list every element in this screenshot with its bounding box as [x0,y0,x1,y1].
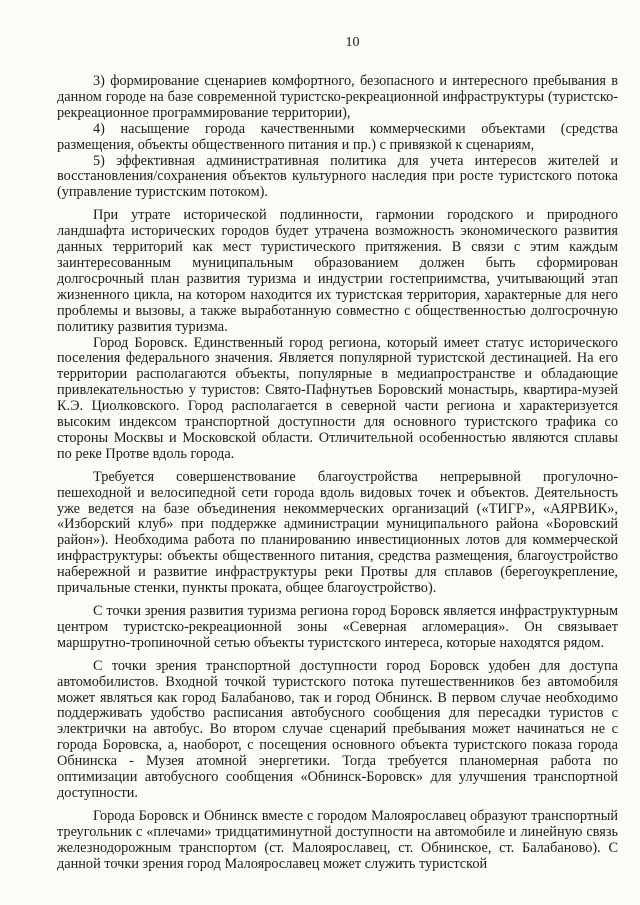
paragraph-item-5: 5) эффективная административная политика для учета интересов жителей и восстановления/сохранения объектов культурного наследия при росте туристского потока (управление туристским потоком). [57,152,618,201]
paragraph-borovsk-center: С точки зрения развития туризма региона город Боровск является инфраструктурным центром туристско-рекреационной зоны «Северная агломерация». Он связывает маршрутно-тропиночной сетью объекты туристского интереса, которые находятся рядом. [57,603,618,651]
paragraph-borovsk-overview: Город Боровск. Единственный город региона, который имеет статус исторического поселения федерального значения. Является популярной туристской дестинацией. На его территории располагаются объекты, популярные в медиапространстве и обладающие привлекательностью у туристов: Свято-Пафнутьев Боровский монастырь, квартира-музей К.Э. Циолковского. Город располагается в северной части региона и характеризуется высоким индексом транспортной доступности для основного туристского трафика со стороны Москвы и Московской области. Отличительной особенностью являются сплавы по реке Протве вдоль города. [57,334,618,462]
page-number: 10 [345,35,360,50]
paragraph-item-4: 4) насыщение города качественными коммерческими объектами (средства размещения, объекты общественного питания и пр.) с привязкой к сценариям, [57,120,618,153]
paragraph-historic-towns: При утрате исторической подлинности, гармонии городского и природного ландшафта исторических городов будет утрачена возможность экономического развития данных территорий как мест туристического притяжения. В связи с этим каждым заинтересованным муниципальным образованием должен быть сформирован долгосрочный план развития туризма и индустрии гостеприимства, учитывающий этап жизненного цикла, на котором находится их туристская территория, характерные для него проблемы и вызовы, а также выработанную совместно с общественностью долгосрочную политику развития туризма. [57,207,618,335]
paragraph-transport-access: С точки зрения транспортной доступности город Боровск удобен для доступа автомобилистов. Входной точкой туристского потока путешественников без автомобиля может являться как город Балабаново, так и город Обнинск. В первом случае необходимо поддерживать удобство расписания автобусного сообщения для пересадки туристов с электрички на автобус. Во втором случае сценарий пребывания может начинаться не с города Боровска, а, наоборот, с посещения основного объекта туристского показа города Обнинска - Музея атомной энергетики. Тогда требуется планомерная работа по оптимизации автобусного сообщения «Обнинск-Боровск» для улучшения транспортной доступности. [57,657,618,801]
paragraph-item-3: 3) формирование сценариев комфортного, безопасного и интересного пребывания в данном городе на базе современной туристско-рекреационной инфраструктуры (туристско-рекреационное программирование территории), [57,73,618,121]
paragraph-borovsk-improvement: Требуется совершенствование благоустройства непрерывной прогулочно-пешеходной и велосипедной сети города вдоль видовых точек и объектов. Деятельность уже ведется на базе объединения некоммерческих организаций («ТИГР», «АЯРВИК», «Изборский клуб» при поддержке администрации муниципального района «Боровский район»). Необходима работа по планированию инвестиционных лотов для коммерческой инфраструктуры: объекты общественного питания, средства размещения, благоустройство набережной и развитие инфраструктуры реки Протвы для сплавов (берегоукрепление, причальные стенки, пункты проката, общее благоустройство). [57,468,618,597]
paragraph-transport-triangle: Города Боровск и Обнинск вместе с городом Малоярославец образуют транспортный треугольник с «плечами» тридцатиминутной доступности на автомобиле и линейную связь железнодорожным транспортом (ст. Малоярославец, ст. Обнинское, ст. Балабаново). С данной точки зрения город Малоярославец может служить туристской [57,807,618,872]
